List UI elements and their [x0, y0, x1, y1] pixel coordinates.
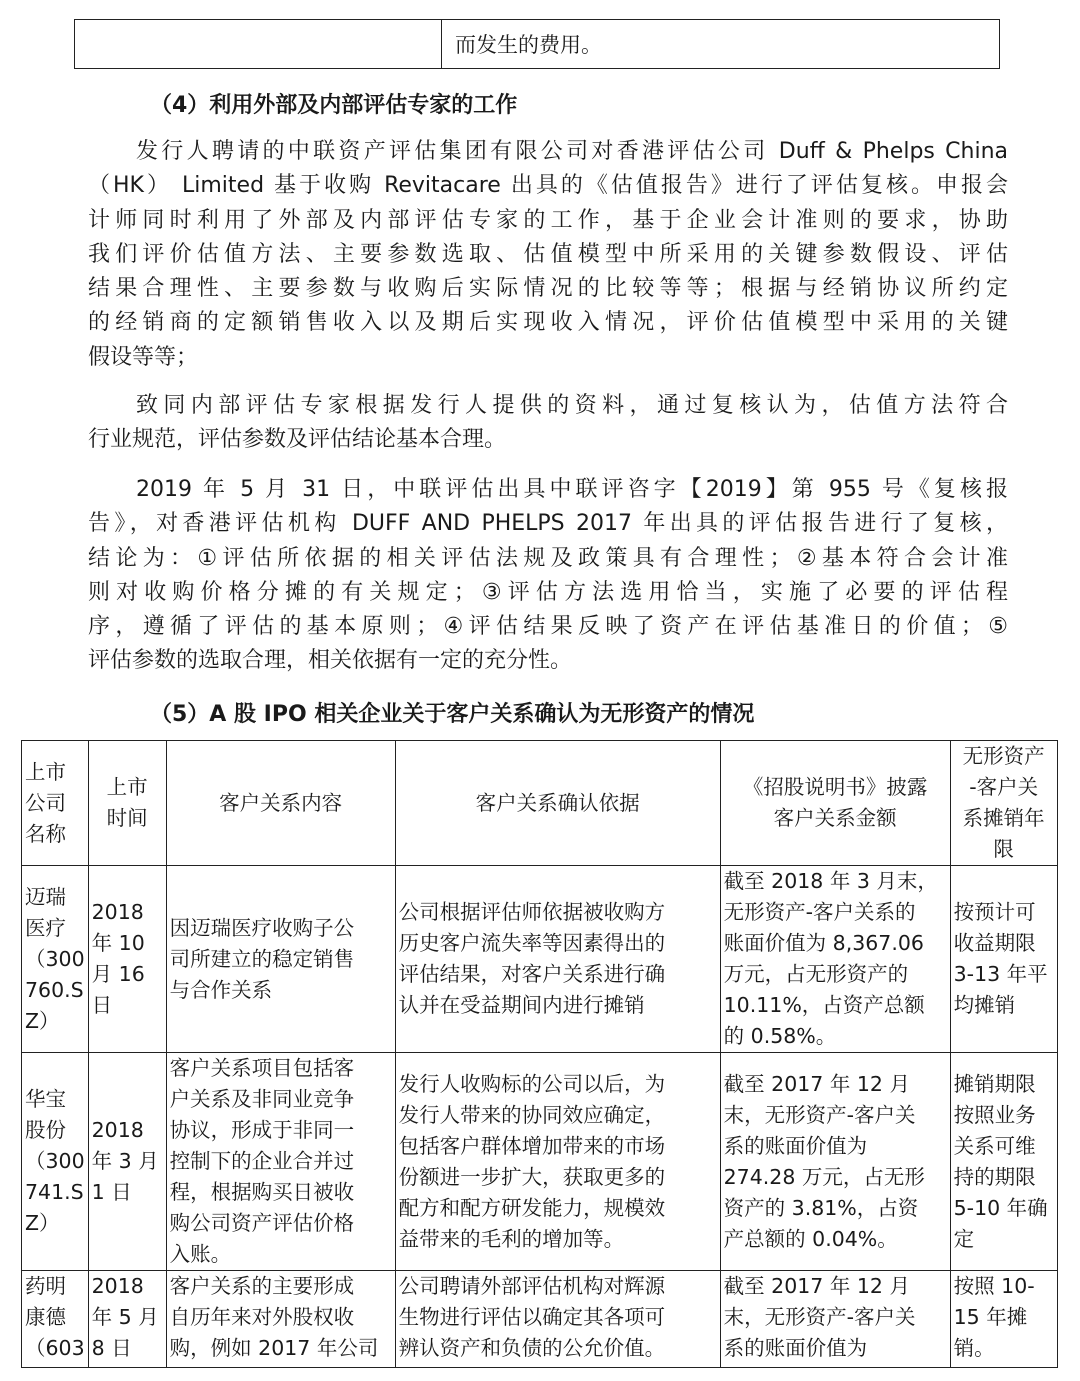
table-row: [22, 866, 1058, 1053]
table-cell: 而发生的费用。: [455, 33, 602, 57]
paragraph-line: 我们评价估值方法、主要参数选取、估值模型中所采用的关键参数假设、评估: [88, 241, 1008, 267]
paragraph-line: 发行人聘请的中联资产评估集团有限公司对香港评估公司 Duff & Phelps China: [136, 139, 1008, 164]
table-cell: 截至 2018 年 3 月末， 无形资产-客户关系的 账面价值为 8,367.06 万元，占无形资产的 10.11%，占资产总额 的 0.58%。: [720, 866, 950, 1053]
paragraph-line: 结果合理性、主要参数与收购后实际情况的比较等等；根据与经销协议所约定: [88, 276, 1008, 302]
column-header: 《招股说明书》披露 客户关系金额: [720, 741, 950, 866]
table-cell: 2018 年 10 月 16 日: [88, 866, 166, 1053]
table-cell: 摊销期限 按照业务 关系可维 持的期限 5-10 年确 定: [950, 1053, 1057, 1271]
table-header-row: [22, 741, 1058, 866]
column-header: 客户关系确认依据: [395, 741, 720, 866]
column-header: 客户关系内容: [166, 741, 395, 866]
column-header: 上市 公司 名称: [22, 741, 89, 866]
table-cell: 华宝 股份 （300 741.S Z）: [22, 1053, 89, 1271]
paragraph-line: 则对收购价格分摊的有关规定；③评估方法选用恰当，实施了必要的评估程: [88, 579, 1008, 605]
paragraph-line: 结论为：①评估所依据的相关评估法规及政策具有合理性；②基本符合会计准: [88, 545, 1008, 571]
table-cell: 公司聘请外部评估机构对辉源 生物进行评估以确定其各项可 辨认资产和负债的公允价值。: [395, 1271, 720, 1368]
paragraph-line: 假设等等；: [88, 344, 199, 370]
paragraph-line: 行业规范，评估参数及评估结论基本合理。: [88, 427, 507, 453]
paragraph: [88, 135, 1008, 375]
section-4-heading: （4）利用外部及内部评估专家的工作: [150, 93, 518, 118]
paragraph-line: （HK） Limited 基于收购 Revitacare 出具的《估值报告》进行了评估复核。申报会: [88, 173, 1008, 199]
paragraph-line: 评估参数的选取合理，相关依据有一定的充分性。: [88, 648, 573, 674]
continued-table-fragment: [74, 19, 1000, 69]
table-cell: 客户关系项目包括客 户关系及非同业竞争 协议，形成于非同一 控制下的企业合并过 程，根据购买日被收 购公司资产评估价格 入账。: [166, 1053, 395, 1271]
paragraph-line: 计师同时利用了外部及内部评估专家的工作，基于企业会计准则的要求，协助: [88, 207, 1008, 233]
table-cell: 2018 年 5 月 8 日: [88, 1271, 166, 1368]
paragraph-line: 的经销商的定额销售收入以及期后实现收入情况，评价估值模型中采用的关键: [88, 310, 1008, 336]
table-cell: 2018 年 3 月 1 日: [88, 1053, 166, 1271]
table-cell: 因迈瑞医疗收购子公 司所建立的稳定销售 与合作关系: [166, 866, 395, 1053]
paragraph: [88, 473, 1008, 679]
table-row: [22, 1271, 1058, 1368]
paragraph-line: 告》，对香港评估机构 DUFF AND PHELPS 2017 年出具的评估报告进行了复核，: [88, 511, 1008, 537]
column-header: 上市 时间: [88, 741, 166, 866]
paragraph-line: 2019 年 5 月 31 日，中联评估出具中联评咨字【2019】第 955 号《复核报: [136, 477, 1008, 502]
column-divider: [441, 20, 442, 68]
paragraph-line: 致同内部评估专家根据发行人提供的资料，通过复核认为，估值方法符合: [136, 393, 1008, 418]
column-header: 无形资产 -客户关 系摊销年 限: [950, 741, 1057, 866]
table-cell: 客户关系的主要形成 自历年来对外股权收 购，例如 2017 年公司: [166, 1271, 395, 1368]
paragraph-line: 序，遵循了评估的基本原则；④评估结果反映了资产在评估基准日的价值；⑤: [88, 614, 1008, 640]
table-cell: 按照 10- 15 年摊 销。: [950, 1271, 1057, 1368]
table-cell: 截至 2017 年 12 月 末，无形资产-客户关 系的账面价值为 274.28 万元，占无形 资产的 3.81%，占资 产总额的 0.04%。: [720, 1053, 950, 1271]
section-5-heading: （5）A 股 IPO 相关企业关于客户关系确认为无形资产的情况: [150, 702, 755, 727]
table-cell: 按预计可 收益期限 3-13 年平 均摊销: [950, 866, 1057, 1053]
table-cell: 发行人收购标的公司以后，为 发行人带来的协同效应确定， 包括客户群体增加带来的市场 份额进一步扩大，获取更多的 配方和配方研发能力，规模效 益带来的毛利的增加等。: [395, 1053, 720, 1271]
table-row: [22, 1053, 1058, 1271]
ipo-customer-relationship-table: [21, 740, 1058, 1368]
table-cell: 公司根据评估师依据被收购方 历史客户流失率等因素得出的 评估结果，对客户关系进行确 认并在受益期间内进行摊销: [395, 866, 720, 1053]
paragraph: [88, 389, 1008, 458]
table-cell: 药明 康德 （603: [22, 1271, 89, 1368]
table-cell: 迈瑞 医疗 （300 760.S Z）: [22, 866, 89, 1053]
table-cell: 截至 2017 年 12 月 末，无形资产-客户关 系的账面价值为: [720, 1271, 950, 1368]
